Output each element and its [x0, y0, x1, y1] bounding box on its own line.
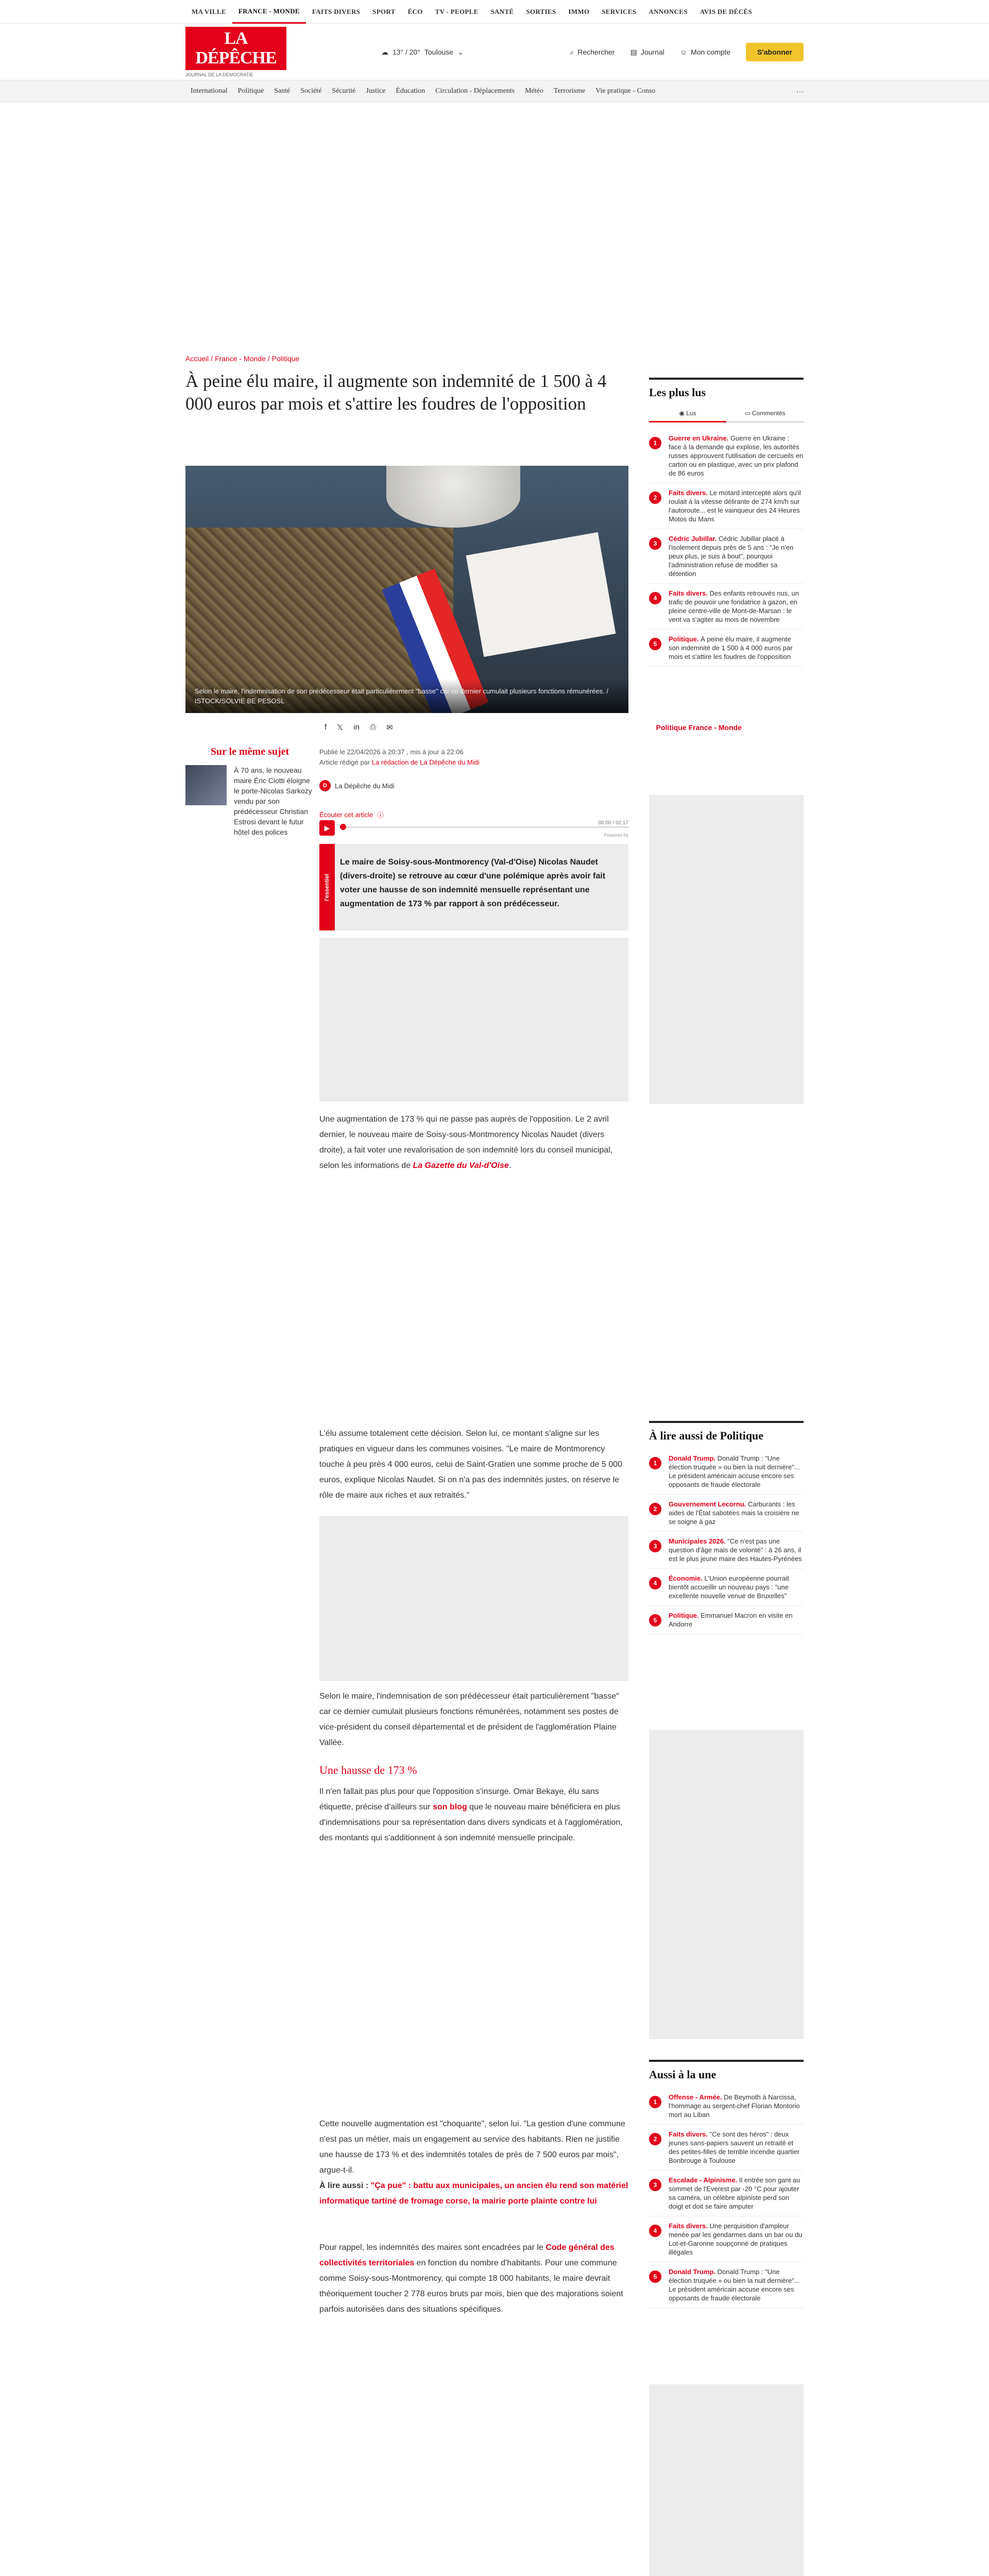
- aussi_une-category: Donald Trump.: [669, 2268, 715, 2276]
- subnav-item[interactable]: Sécurité: [332, 87, 356, 95]
- byline: [319, 757, 480, 768]
- topnav-item[interactable]: AVIS DE DÉCÈS: [700, 8, 752, 15]
- read-also-prefix: À lire aussi :: [319, 2181, 369, 2190]
- byline-prefix: Article rédigé par: [319, 758, 370, 766]
- weather-city: Toulouse: [424, 48, 454, 56]
- cloud-icon: ☁: [381, 47, 388, 56]
- lire_aussi-headline: Carburants : les aides de l'État sabotées mais la croisière ne se soigne à gaz: [669, 1500, 799, 1526]
- topnav-item[interactable]: SERVICES: [602, 8, 637, 15]
- summary-text: Le maire de Soisy-sous-Montmorency (Val-d'Oise) Nicolas Naudet (divers-droite) se retrouve au cœur d'une polémique après avoir fait voter une hausse de son indemnité mensuelle représentant une augmentation de 173 % par rapport à son prédécesseur.: [340, 858, 606, 908]
- read-also: [319, 2178, 628, 2209]
- same-subject-title: Sur le même sujet: [210, 746, 289, 757]
- aussi_une-text: [669, 2267, 804, 2302]
- lire_aussi-item[interactable]: [649, 1569, 804, 1606]
- byline-link[interactable]: La rédaction de La Dépêche du Midi: [371, 758, 480, 766]
- lire_aussi-text: [669, 1500, 804, 1526]
- aussi_une-category: Offense - Armée.: [669, 2093, 722, 2101]
- author-name: La Dépêche du Midi: [335, 782, 395, 790]
- audio-powered-by: Powered by: [604, 833, 628, 838]
- aussi_une-text: [669, 2093, 804, 2119]
- top-navigation: [0, 0, 989, 24]
- subnav-item[interactable]: Politique: [237, 87, 264, 95]
- lire_aussi-text: [669, 1454, 804, 1489]
- subnav-item[interactable]: Santé: [274, 87, 291, 95]
- most-read-tabs: [649, 405, 804, 422]
- topnav-item[interactable]: FAITS DIVERS: [312, 8, 361, 15]
- aussi_une-headline: Donald Trump : "Une élection truquée » ou bien la nuit dernière"... Le président américain accuse encore ses opposants de fraude électorale: [669, 2268, 800, 2302]
- lire_aussi-rank: 1: [649, 1457, 661, 1469]
- plus_lus-headline: Cédric Jubillar placé à l'isolement depuis près de 5 ans : "Je n'en peux plus, je suis à bout", pourquoi l'administration refuse de modifier sa détention: [669, 535, 794, 578]
- audio-player: [319, 810, 628, 838]
- same-subject-item[interactable]: [185, 765, 314, 837]
- plus_lus-headline: À peine élu maire, il augmente son indemnité de 1 500 à 4 000 euros par mois et s'attire les foudres de l'opposition: [669, 635, 793, 660]
- read-also-politics-box: [649, 1421, 804, 1634]
- ad-block-3: [319, 1516, 628, 1681]
- plus_lus-headline: Des enfants retrouvés nus, un trafic de pouvoir une fondatrice à gazon, en pleine centre-ville de Mont-de-Marsan : le vent va s'agiter au mois de novembre: [669, 589, 799, 623]
- same-subject-thumbnail: [185, 765, 227, 805]
- plus_lus-rank: 4: [649, 592, 661, 604]
- lire_aussi-item[interactable]: [649, 1606, 804, 1634]
- hero-caption: Selon le maire, l'indemnisation de son prédécesseur était particulièrement "basse" car ce dernier cumulait plusieurs fonctions rémunérées. / ISTOCK/SOLVIE BE PESOSL: [185, 679, 628, 713]
- plus_lus-category: Faits divers.: [669, 589, 708, 597]
- gazette-link[interactable]: La Gazette du Val-d'Oise: [413, 1161, 509, 1170]
- ad-block-1: [319, 938, 628, 1101]
- subnav-item[interactable]: Justice: [366, 87, 386, 95]
- plus_lus-item[interactable]: [649, 429, 804, 483]
- plus_lus-text: [669, 434, 804, 478]
- audio-time: 00:00 / 02:17: [598, 820, 628, 826]
- aussi_une-item[interactable]: [649, 2171, 804, 2216]
- aussi_une-rank: 2: [649, 2133, 661, 2145]
- breadcrumb-item: /: [211, 354, 213, 363]
- paragraph-4: [319, 1784, 628, 1846]
- aussi_une-item[interactable]: [649, 2262, 804, 2308]
- article-meta: [319, 747, 480, 768]
- lire_aussi-category: Économie.: [669, 1574, 703, 1582]
- summary-flag: [319, 844, 335, 930]
- ad-sidebar-spacer: [649, 1112, 804, 1400]
- site-header: [0, 24, 989, 80]
- hero-head: [386, 466, 520, 528]
- paragraph-1: [319, 1112, 628, 1174]
- subnav-item[interactable]: International: [191, 87, 228, 95]
- lire_aussi-text: [669, 1537, 804, 1563]
- lire_aussi-headline: L'Union européenne pourrait bientôt accueillir un nouveau pays : "une excellente nouvelle venue de Bruxelles": [669, 1574, 789, 1600]
- read-also-politics-title: À lire aussi de Politique: [649, 1429, 764, 1442]
- paragraph-4-text: Il n'en fallait pas plus pour que l'opposition s'insurge. Omar Bekaye, élu sans étiquette, précise d'ailleurs sur: [319, 1787, 599, 1811]
- topnav-item[interactable]: ANNONCES: [649, 8, 688, 15]
- weather-temp: 13° / 20°: [393, 48, 421, 56]
- plus_lus-category: Politique.: [669, 635, 699, 643]
- paragraph-1-text: Une augmentation de 173 % qui ne passe pas auprès de l'opposition. Le 2 avril dernier, le nouveau maire de Soisy-sous-Montmorency Nicolas Naudet (divers droite), a fait voter une revalorisation de son indemnité lors du conseil municipal, selon les informations de: [319, 1115, 613, 1170]
- paragraph-4-text-end: que le nouveau maire bénéficiera en plus d'indemnisations pour sa représentation dans divers syndicats et à l'agglomération, des montants qui s'additionnent à son indemnité mensuelle principale.: [319, 1803, 623, 1842]
- paragraph-1-end: .: [508, 1161, 511, 1170]
- lire_aussi-rank: 5: [649, 1614, 661, 1626]
- section-navigation: [0, 80, 989, 102]
- tab-read-label: Lus: [686, 410, 696, 417]
- aussi_une-text: [669, 2176, 804, 2211]
- aussi_une-category: Faits divers.: [669, 2222, 708, 2230]
- topnav-item[interactable]: SANTÉ: [490, 8, 514, 15]
- subnav-item[interactable]: Météo: [525, 87, 543, 95]
- aussi_une-category: Faits divers.: [669, 2130, 708, 2138]
- article-summary: [319, 844, 628, 930]
- search-icon: ⌕: [570, 47, 574, 56]
- aussi_une-headline: Il entrée son gant au sommet de l'Everest par -20 °C pour ajouter sa caméra, un célèbre alpiniste perd son doigt et doit se faire amputer: [669, 2176, 800, 2210]
- account-button[interactable]: [680, 48, 730, 56]
- lire_aussi-category: Municipales 2026.: [669, 1537, 726, 1545]
- plus_lus-item[interactable]: [649, 630, 804, 667]
- aussi_une-rank: 1: [649, 2096, 661, 2108]
- email-icon[interactable]: ✉: [386, 723, 393, 732]
- publish-date: Publié le 22/04/2026 à 20:37 , mis à jour à 22:06: [319, 748, 464, 756]
- paragraph-2: L'élu assume totalement cette décision. Selon lui, ce montant s'aligne sur les pratiques en vigueur dans les communes voisines. "Le maire de Montmorency touche à peu près 4 000 euros, celui de Saint-Gratien une somme proche de 5 000 euros, explique Nicolas Naudet. Si on n'a pas des indemnités justes, on réserve le rôle de maire aux riches et aux retraités.": [319, 1429, 622, 1500]
- listen-label: Écouter cet article: [319, 811, 373, 819]
- share-bar: [325, 723, 393, 732]
- also-headline-title: Aussi à la une: [649, 2068, 717, 2081]
- plus_lus-rank: 2: [649, 492, 661, 504]
- ad-sidebar-2: [649, 1730, 804, 2039]
- ad-banner-top: [185, 111, 804, 240]
- breadcrumb-item[interactable]: France - Monde: [215, 354, 266, 363]
- journal-button[interactable]: [630, 48, 664, 57]
- blog-link[interactable]: son blog: [433, 1803, 467, 1811]
- plus_lus-headline: Guerre en Ukraine : face à la demande qui explose, les autorités russes approuvent l'utilisation de cercueils en carton ou en plastique, avec un prix plafond de 86 euros: [669, 434, 804, 477]
- audio-progress-bar[interactable]: [340, 826, 628, 828]
- hero-image: [185, 466, 628, 713]
- comment-icon: ▭: [744, 410, 752, 417]
- plus_lus-text: [669, 589, 804, 624]
- ad-sidebar-1: [649, 795, 804, 1104]
- play-button[interactable]: ▶: [319, 820, 335, 836]
- topnav-item[interactable]: IMMO: [568, 8, 590, 15]
- aussi_une-rank: 4: [649, 2225, 661, 2237]
- topnav-item[interactable]: FRANCE - MONDE: [232, 0, 306, 24]
- aussi_une-text: [669, 2222, 804, 2257]
- weather-widget[interactable]: [381, 48, 464, 57]
- lire_aussi-headline: "Ce n'est pas une question d'âge mais de volonté" : à 26 ans, il est le plus jeune maire des Hautes-Pyrénées: [669, 1537, 802, 1563]
- plus_lus-text: [669, 488, 804, 523]
- breadcrumb-item: /: [267, 354, 270, 363]
- lire_aussi-text: [669, 1574, 804, 1600]
- also-headline-box: [649, 2060, 804, 2308]
- hero-document: [466, 532, 616, 657]
- lire_aussi-headline: Donald Trump : "Une élection truquée » ou bien la nuit dernière"... Le président américain accuse encore ses opposants de fraude électorale: [669, 1454, 800, 1488]
- facebook-icon[interactable]: f: [325, 723, 327, 732]
- plus_lus-rank: 5: [649, 638, 661, 650]
- plus_lus-category: Cédric Jubillar.: [669, 535, 717, 543]
- logo-tagline: JOURNAL DE LA DÉMOCRATIE: [185, 72, 253, 77]
- x-twitter-icon[interactable]: 𝕏: [337, 723, 344, 732]
- cgct-link[interactable]: Code général des collectivités territoriales: [319, 2243, 615, 2267]
- aussi_une-rank: 3: [649, 2179, 661, 2191]
- newspaper-icon: ▤: [630, 47, 637, 56]
- search-button[interactable]: [570, 48, 615, 57]
- lire_aussi-rank: 4: [649, 1577, 661, 1589]
- section-heading: Une hausse de 173 %: [319, 1764, 417, 1776]
- lire_aussi-headline: Emmanuel Macron en visite en Andorre: [669, 1612, 793, 1628]
- paragraph-3: Selon le maire, l'indemnisation de son prédécesseur était particulièrement "basse" car ce dernier cumulait plusieurs fonctions rémunérées, notamment ses postes de vice-président du conseil départemental et de président de l'agglomération Plaine Vallée.: [319, 1692, 619, 1747]
- topnav-item[interactable]: SPORT: [372, 8, 396, 15]
- lire_aussi-category: Gouvernement Lecornu.: [669, 1500, 746, 1508]
- most-read-title: Les plus lus: [649, 386, 706, 399]
- site-logo[interactable]: [185, 29, 288, 77]
- subnav-item[interactable]: Circulation - Déplacements: [435, 87, 515, 95]
- subnav-item[interactable]: Terrorisme: [553, 87, 586, 95]
- lire_aussi-text: [669, 1611, 804, 1629]
- ad-sidebar-3: [649, 2384, 804, 2576]
- journal-label: Journal: [640, 48, 664, 56]
- aussi_une-item[interactable]: [649, 2088, 804, 2125]
- chevron-down-icon: ⌄: [457, 47, 464, 56]
- tab-commented[interactable]: [726, 405, 804, 421]
- subnav-item[interactable]: Vie pratique - Conso: [595, 87, 656, 95]
- aussi_une-item[interactable]: [649, 2125, 804, 2171]
- most-read-box: [649, 378, 804, 667]
- paragraph-5: Cette nouvelle augmentation est "choquante", selon lui. "La gestion d'une commune n'est pas un métier, mais un engagement au service des habitants. Rien ne justifie une hausse de 173 % et des indemnités totales de près de 7 500 euros par mois", argue-t-il.: [319, 2120, 625, 2175]
- same-subject-box: [185, 746, 314, 837]
- aussi_une-text: [669, 2130, 804, 2165]
- summary-flag-label: l'essentiel: [323, 873, 330, 901]
- aussi_une-rank: 5: [649, 2270, 661, 2283]
- author[interactable]: [319, 780, 395, 791]
- topnav-item[interactable]: ÉCO: [407, 8, 423, 15]
- read-also-link[interactable]: "Ça pue" : battu aux municipales, un ancien élu rend son matériel informatique tartiné de fromage corse, la mairie porte plainte contre lui: [319, 2181, 628, 2206]
- linkedin-icon[interactable]: in: [353, 723, 360, 732]
- paragraph-6-text-end: en fonction du nombre d'habitants. Pour une commune comme Soisy-sous-Montmorency, qui compte 18 000 habitants, le maire devrait théoriquement toucher 2 778 euros bruts par mois, bien que des majorations soient parfois autorisées dans des situations spécifiques.: [319, 2259, 623, 2314]
- lire_aussi-item[interactable]: [649, 1532, 804, 1569]
- plus_lus-category: Faits divers.: [669, 489, 708, 497]
- topnav-item[interactable]: TV - PEOPLE: [435, 8, 479, 15]
- tab-commented-label: Commentés: [752, 410, 786, 417]
- audio-progress-handle[interactable]: [340, 824, 346, 830]
- more-menu-button[interactable]: ···: [796, 87, 804, 95]
- article-title: À peine élu maire, il augmente son indemnité de 1 500 à 4 000 euros par mois et s'attire les foudres de l'opposition: [185, 371, 607, 414]
- author-avatar: D: [319, 780, 331, 791]
- plus_lus-rank: 3: [649, 537, 661, 550]
- plus_lus-category: Guerre en Ukraine.: [669, 434, 729, 442]
- plus_lus-rank: 1: [649, 437, 661, 449]
- aussi_une-item[interactable]: [649, 2216, 804, 2262]
- breadcrumb-item[interactable]: Politique: [271, 354, 300, 363]
- info-icon: ⓘ: [377, 811, 384, 819]
- lire_aussi-item[interactable]: [649, 1449, 804, 1495]
- breadcrumb-item[interactable]: Accueil: [185, 354, 209, 363]
- ad-block-2: [319, 1194, 628, 1416]
- lire_aussi-category: Donald Trump.: [669, 1454, 715, 1462]
- article-category-link[interactable]: Politique France - Monde: [656, 723, 742, 732]
- user-icon: ☺: [679, 48, 688, 56]
- breadcrumb: [185, 354, 301, 363]
- search-label: Rechercher: [577, 48, 615, 56]
- print-icon[interactable]: ⎙: [369, 723, 376, 732]
- paragraph-6-text: Pour rappel, les indemnités des maires sont encadrées par le: [319, 2243, 546, 2252]
- aussi_une-headline: "Ce sont des héros" : deux jeunes sans-papiers sauvent un retraité et des petites-filles de terrible incendie quartier Bonbrouge à Toulouse: [669, 2130, 800, 2164]
- plus_lus-text: [669, 635, 804, 661]
- aussi_une-headline: De Beymoth à Narcissa, l'hommage au sergent-chef Florian Montorio mort au Liban: [669, 2093, 800, 2119]
- aussi_une-headline: Une perquisition d'ampleur menée par les gendarmes dans un bar ou du Lot-et-Garonne soupçonné de pratiques illégales: [669, 2222, 803, 2256]
- lire_aussi-category: Politique.: [669, 1612, 699, 1619]
- aussi_une-category: Escalade - Alpinisme.: [669, 2176, 738, 2184]
- eye-icon: ◉: [679, 410, 687, 417]
- plus_lus-item[interactable]: [649, 529, 804, 584]
- account-label: Mon compte: [691, 48, 731, 56]
- paragraph-6: [319, 2240, 628, 2317]
- same-subject-text: À 70 ans, le nouveau maire Éric Ciotti éloigne le porte-Nicolas Sarkozy vendu par son prédécesseur Christian Estrosi devant le futur hôtel des polices: [234, 766, 312, 836]
- plus_lus-headline: Le motard intercepté alors qu'il roulait à la vitesse délirante de 274 km/h sur l'autoroute... est le vainqueur des 24 Heures Motos du Mans: [669, 489, 801, 523]
- topnav-item[interactable]: SORTIES: [526, 8, 556, 15]
- subnav-item[interactable]: Éducation: [396, 87, 425, 95]
- lire_aussi-rank: 3: [649, 1540, 661, 1552]
- plus_lus-item[interactable]: [649, 483, 804, 529]
- logo-text: LA DÉPÊCHE: [185, 27, 286, 70]
- subscribe-button[interactable]: S'abonner: [746, 43, 804, 61]
- plus_lus-item[interactable]: [649, 584, 804, 630]
- plus_lus-text: [669, 534, 804, 578]
- ad-block-4: [319, 1874, 628, 2106]
- lire_aussi-rank: 2: [649, 1503, 661, 1515]
- topnav-item[interactable]: MA VILLE: [192, 8, 226, 15]
- lire_aussi-item[interactable]: [649, 1495, 804, 1532]
- tab-read[interactable]: [649, 405, 726, 422]
- subnav-item[interactable]: Société: [300, 87, 322, 95]
